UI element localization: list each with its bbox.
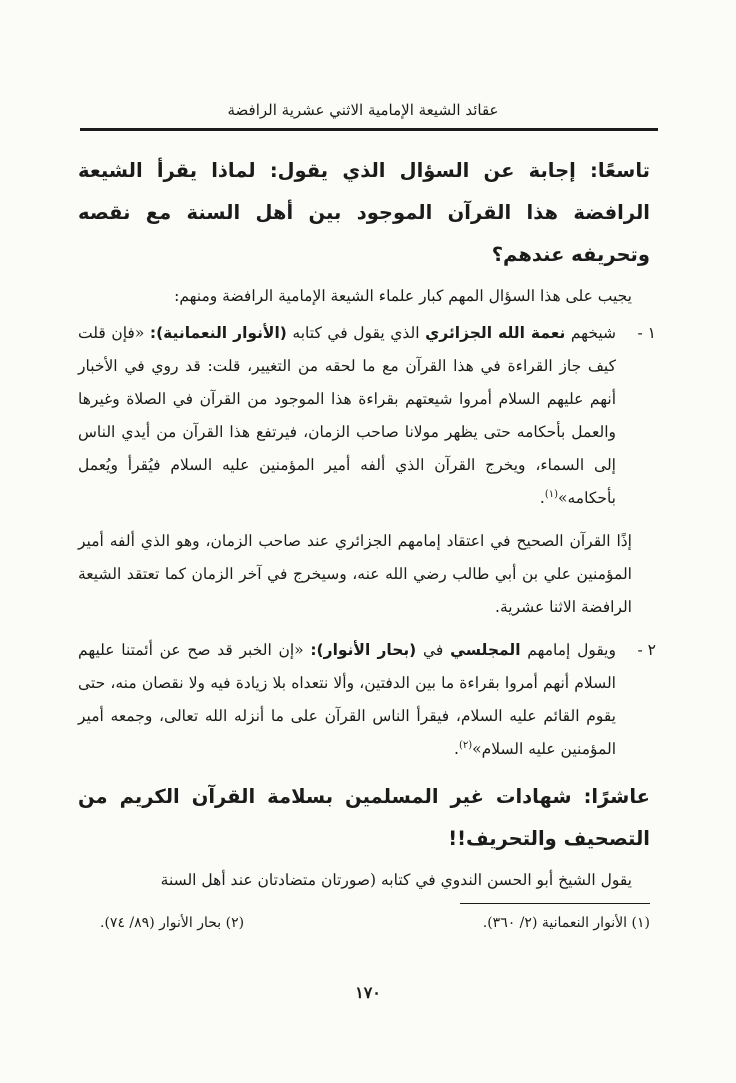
heading-text: شهادات غير المسلمين بسلامة القرآن الكريم من التصحيف والتحريف!! [78,785,650,850]
footnote-rule [460,903,650,904]
footnote-1: (١) الأنوار النعمانية (٢/ ٣٦٠). [482,915,650,931]
heading-lead: عاشرًا: [583,785,650,808]
closing-paragraph: يقول الشيخ أبو الحسن الندوي في كتابه (صورتان متضادتان عند أهل السنة [160,871,632,889]
footnote-ref: (٢) [458,739,473,751]
book-title: (بحار الأنوار): [310,641,417,659]
footnote-ref: (١) [544,488,558,500]
scholar-name: نعمة الله الجزائري [425,324,566,342]
quote-text: «إن الخبر قد صح عن أئمتنا عليهم السلام أنهم أمروا بقراءة ما بين الدفتين، وألا نتعداه بلا زيادة فيه ولا نقصان منه، حتى يقوم القائم عليه السلام، فيقرأ الناس القرآن على ما أنزله الله تعالى، وجمعه أمير المؤمنين عليه السلام» [78,641,616,758]
footnote-2: (٢) بحار الأنوار (٨٩/ ٧٤). [100,915,245,931]
item-number: ١ - [637,324,656,342]
quote-text: «فإن قلت كيف جاز القراءة في هذا القرآن مع ما لحقه من التغيير، قلت: قد روي في الأخبار أنهم عليهم السلام أمروا شيعتهم بقراءة هذا الموجود من القرآن في الصلاة وغيرها والعمل بأحكامه حتى يظهر مولانا صاحب الزمان، فيرتفع هذا القرآن من أيدي الناس إلى السماء، ويخرج القرآن الذي ألفه أمير المؤمنين عليه السلام فيُقرأ ويُعمل بأحكامه» [78,324,616,507]
running-header: عقائد الشيعة الإمامية الاثني عشرية الرافضة [227,101,499,119]
item-number: ٢ - [637,641,656,659]
heading-text: إجابة عن السؤال الذي يقول: لماذا يقرأ الشيعة الرافضة هذا القرآن الموجود بين أهل السنة مع نقصه وتحريفه عندهم؟ [78,159,650,266]
list-item-2: ٢ - ويقول إمامهم المجلسي في (بحار الأنوار): «إن الخبر قد صح عن أئمتنا عليهم السلام أنهم أمروا بقراءة ما بين الدفتين، وألا نتعداه بلا زيادة فيه ولا نقصان منه، حتى يقوم القائم عليه السلام، فيقرأ الناس القرآن على ما أنزله الله تعالى، وجمعه أمير المؤمنين عليه السلام»$^{(٢)}$. [78,634,650,766]
header-rule [80,128,658,131]
intro-paragraph: يجيب على هذا السؤال المهم كبار علماء الشيعة الإمامية الرافضة ومنهم: [174,287,632,305]
section-heading-ninth [78,150,650,276]
scholar-name: المجلسي [450,641,521,659]
page-number: ١٧٠ [355,983,381,1002]
commentary-paragraph: إذًا القرآن الصحيح في اعتقاد إمامهم الجزائري عند صاحب الزمان، وهو الذي ألفه أمير المؤمنين علي بن أبي طالب رضي الله عنه، وسيخرج في آخر الزمان كما تعتقد الشيعة الرافضة الاثنا عشرية. [78,532,632,616]
section-heading-tenth [78,776,650,860]
footnotes [100,912,650,934]
heading-lead: تاسعًا: [590,159,650,182]
book-title: (الأنوار النعمانية): [149,324,287,342]
page-body [78,150,656,897]
list-item-1: ١ - شيخهم نعمة الله الجزائري الذي يقول في كتابه (الأنوار النعمانية): «فإن قلت كيف جاز القراءة في هذا القرآن مع ما لحقه من التغيير، قلت: قد روي في الأخبار أنهم عليهم السلام أمروا شيعتهم بقراءة هذا الموجود من القرآن في الصلاة وغيرها والعمل بأحكامه حتى يظهر مولانا صاحب الزمان، فيرتفع هذا القرآن من أيدي الناس إلى السماء، ويخرج القرآن الذي ألفه أمير المؤمنين عليه السلام فيُقرأ ويُعمل بأحكامه»$^{(١)}$. [78,317,650,515]
